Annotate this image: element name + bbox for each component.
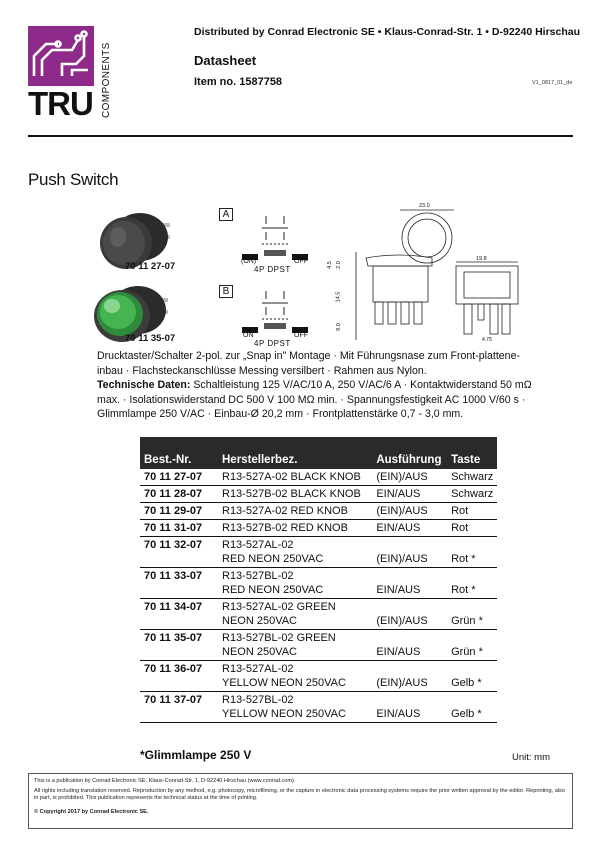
cell-ausfuehrung-text: EIN/AUS xyxy=(376,708,421,720)
designation-line-2: YELLOW NEON 250VAC xyxy=(222,677,346,689)
diagram-b-type: 4P DPST xyxy=(254,339,291,348)
cell-order-number xyxy=(140,503,218,520)
cell-order-number-text: 70 11 33-07 xyxy=(144,570,203,582)
publication-footer xyxy=(28,773,573,829)
cell-manufacturer-designation xyxy=(218,630,372,661)
designation-line-1: R13-527AL-02 GREEN xyxy=(222,601,336,613)
diagram-a-marker: A xyxy=(219,208,233,221)
designation-line-1: R13-527A-02 RED KNOB xyxy=(222,505,348,517)
parts-table xyxy=(140,437,497,723)
cell-ausfuehrung xyxy=(372,537,447,568)
cell-taste-text: Rot xyxy=(451,505,469,517)
cell-ausfuehrung-text: (EIN)/AUS xyxy=(376,471,428,483)
cell-manufacturer-designation xyxy=(218,692,372,723)
table-row xyxy=(140,520,497,537)
table-row xyxy=(140,692,497,723)
cell-taste xyxy=(447,661,497,692)
cell-order-number-text: 70 11 31-07 xyxy=(144,522,203,534)
cell-taste xyxy=(447,568,497,599)
table-header-row xyxy=(140,437,497,469)
cell-taste-text: Rot * xyxy=(451,584,476,596)
cell-manufacturer-designation xyxy=(218,486,372,503)
cell-ausfuehrung-text: (EIN)/AUS xyxy=(376,677,428,689)
cell-taste xyxy=(447,537,497,568)
tru-components-logo xyxy=(28,26,116,122)
cell-order-number xyxy=(140,661,218,692)
datasheet-heading: Datasheet xyxy=(194,53,257,68)
table-row xyxy=(140,630,497,661)
cell-manufacturer-designation xyxy=(218,568,372,599)
version-code: V1_0817_01_de xyxy=(532,80,573,86)
table-row xyxy=(140,503,497,520)
col-header-nr: Best.-Nr. xyxy=(140,437,218,469)
cell-order-number-text: 70 11 28-07 xyxy=(144,488,203,500)
cell-manufacturer-designation xyxy=(218,661,372,692)
cell-ausfuehrung xyxy=(372,692,447,723)
designation-line-1: R13-527BL-02 xyxy=(222,694,294,706)
diagram-b-marker: B xyxy=(219,285,233,298)
cell-order-number-text: 70 11 36-07 xyxy=(144,663,203,675)
col-header-ausfuehrung: Ausführung xyxy=(372,437,447,469)
cell-order-number xyxy=(140,692,218,723)
designation-line-2: YELLOW NEON 250VAC xyxy=(222,708,346,720)
cell-taste xyxy=(447,503,497,520)
cell-taste-text: Grün * xyxy=(451,646,483,658)
tech-data-text: Schaltleistung 125 V/AC/10 A, 250 V/AC/6 A · Kontaktwiderstand 50 mΩ max. · Isolationswiderstand DC 500 V 100 MΩ min. · Spannungsfestigkeit AC 1000 V/60 s · Glimmlampe 250 V/AC · Einbau-Ø 20,2 mm · Frontplattenstärke 0,7 - 3,0 mm. xyxy=(97,379,532,420)
cell-taste xyxy=(447,486,497,503)
cell-ausfuehrung-text: EIN/AUS xyxy=(376,646,421,658)
dimension-drawing xyxy=(318,200,528,348)
cell-taste-text: Schwarz xyxy=(451,471,494,483)
cell-taste xyxy=(447,520,497,537)
cell-taste-text: Gelb * xyxy=(451,708,482,720)
cell-ausfuehrung-text: (EIN)/AUS xyxy=(376,505,428,517)
cell-taste xyxy=(447,692,497,723)
cell-ausfuehrung xyxy=(372,630,447,661)
cell-taste-text: Schwarz xyxy=(451,488,494,500)
cell-ausfuehrung xyxy=(372,568,447,599)
cell-taste xyxy=(447,630,497,661)
unit-label: Unit: mm xyxy=(512,752,550,763)
table-row xyxy=(140,599,497,630)
cell-order-number xyxy=(140,520,218,537)
cell-ausfuehrung-text: (EIN)/AUS xyxy=(376,553,428,565)
black-switch-label: 70 11 27-07 xyxy=(125,261,176,272)
cell-ausfuehrung xyxy=(372,599,447,630)
cell-ausfuehrung-text: (EIN)/AUS xyxy=(376,615,428,627)
logo-components-text: COMPONENTS xyxy=(101,42,112,118)
dim-23: 23.0 xyxy=(419,203,430,209)
table-row xyxy=(140,537,497,568)
table-row xyxy=(140,568,497,599)
page-title: Push Switch xyxy=(28,170,119,189)
cell-manufacturer-designation xyxy=(218,520,372,537)
dim-90: 9.0 xyxy=(335,323,342,331)
cell-ausfuehrung xyxy=(372,520,447,537)
cell-order-number xyxy=(140,568,218,599)
item-number: Item no. 1587758 xyxy=(194,76,283,88)
col-header-taste: Taste xyxy=(447,437,497,469)
diagram-b-off: OFF xyxy=(294,332,308,339)
header-divider xyxy=(28,135,573,137)
cell-taste-text: Gelb * xyxy=(451,677,482,689)
diagram-a-on: (ON) xyxy=(241,258,257,265)
cell-ausfuehrung-text: EIN/AUS xyxy=(376,488,421,500)
glimmlampe-note: *Glimmlampe 250 V xyxy=(140,748,252,762)
cell-order-number xyxy=(140,486,218,503)
designation-line-2: NEON 250VAC xyxy=(222,615,297,627)
designation-line-1: R13-527BL-02 xyxy=(222,570,294,582)
cell-order-number-text: 70 11 27-07 xyxy=(144,471,203,483)
cell-manufacturer-designation xyxy=(218,469,372,486)
table-row xyxy=(140,469,497,486)
cell-ausfuehrung xyxy=(372,503,447,520)
designation-line-2: RED NEON 250VAC xyxy=(222,553,324,565)
designation-line-1: R13-527AL-02 xyxy=(222,539,294,551)
cell-order-number xyxy=(140,630,218,661)
cell-taste xyxy=(447,469,497,486)
cell-manufacturer-designation xyxy=(218,503,372,520)
cell-manufacturer-designation xyxy=(218,599,372,630)
cell-order-number xyxy=(140,537,218,568)
distributor-line: Distributed by Conrad Electronic SE • Klaus-Conrad-Str. 1 • D-92240 Hirschau xyxy=(194,26,581,38)
cell-ausfuehrung xyxy=(372,661,447,692)
cell-ausfuehrung-text: EIN/AUS xyxy=(376,522,421,534)
product-description xyxy=(97,349,537,422)
green-switch-label: 70 11 35-07 xyxy=(125,333,176,344)
tech-data-label: Technische Daten: xyxy=(97,379,191,391)
cell-order-number-text: 70 11 29-07 xyxy=(144,505,203,517)
cell-manufacturer-designation xyxy=(218,537,372,568)
dim-475: 4.75 xyxy=(482,337,492,343)
cell-order-number-text: 70 11 32-07 xyxy=(144,539,203,551)
diagram-a-off: OFF xyxy=(294,258,308,265)
cell-taste xyxy=(447,599,497,630)
table-row xyxy=(140,661,497,692)
cell-order-number-text: 70 11 37-07 xyxy=(144,694,203,706)
dim-45: 4.5 xyxy=(326,261,333,269)
dim-198: 19.8 xyxy=(476,256,487,262)
designation-line-2: NEON 250VAC xyxy=(222,646,297,658)
footer-publisher: This is a publication by Conrad Electronic SE, Klaus-Conrad-Str. 1, D-92240 Hirschau (www.conrad.com). xyxy=(34,778,296,784)
designation-line-1: R13-527B-02 RED KNOB xyxy=(222,522,348,534)
cell-ausfuehrung-text: EIN/AUS xyxy=(376,584,421,596)
cell-order-number xyxy=(140,469,218,486)
dim-145: 14.5 xyxy=(335,291,342,303)
cell-ausfuehrung xyxy=(372,486,447,503)
cell-taste-text: Rot * xyxy=(451,553,476,565)
table-row xyxy=(140,486,497,503)
dim-20: 2.0 xyxy=(335,261,342,269)
cell-order-number-text: 70 11 34-07 xyxy=(144,601,203,613)
diagram-b-on: ON xyxy=(243,332,254,339)
footer-copyright: © Copyright 2017 by Conrad Electronic SE. xyxy=(34,808,149,815)
logo-tru-text: TRU xyxy=(28,85,93,122)
designation-line-2: RED NEON 250VAC xyxy=(222,584,324,596)
cell-taste-text: Grün * xyxy=(451,615,483,627)
col-header-bez: Herstellerbez. xyxy=(218,437,372,469)
diagram-a-type: 4P DPST xyxy=(254,265,291,274)
designation-line-1: R13-527BL-02 GREEN xyxy=(222,632,336,644)
designation-line-1: R13-527B-02 BLACK KNOB xyxy=(222,488,361,500)
designation-line-1: R13-527A-02 BLACK KNOB xyxy=(222,471,361,483)
cell-taste-text: Rot xyxy=(451,522,469,534)
footer-rights: All rights including translation reserved. Reproduction by any method, e.g. photocopy, microfilming, or the capture in electronic data processing systems require the prior written approval by the editor. Reprinting, also in part, is prohibited. This publication represents the technical status at the time of printing. xyxy=(34,787,565,802)
cell-order-number-text: 70 11 35-07 xyxy=(144,632,203,644)
designation-line-1: R13-527AL-02 xyxy=(222,663,294,675)
cell-order-number xyxy=(140,599,218,630)
cell-ausfuehrung xyxy=(372,469,447,486)
description-text: Drucktaster/Schalter 2-pol. zur „Snap in" Montage · Mit Führungsnase zum Front-platteneinbau · Flachsteckanschlüsse Messing versilbert · Rahmen aus Nylon. xyxy=(97,350,520,377)
